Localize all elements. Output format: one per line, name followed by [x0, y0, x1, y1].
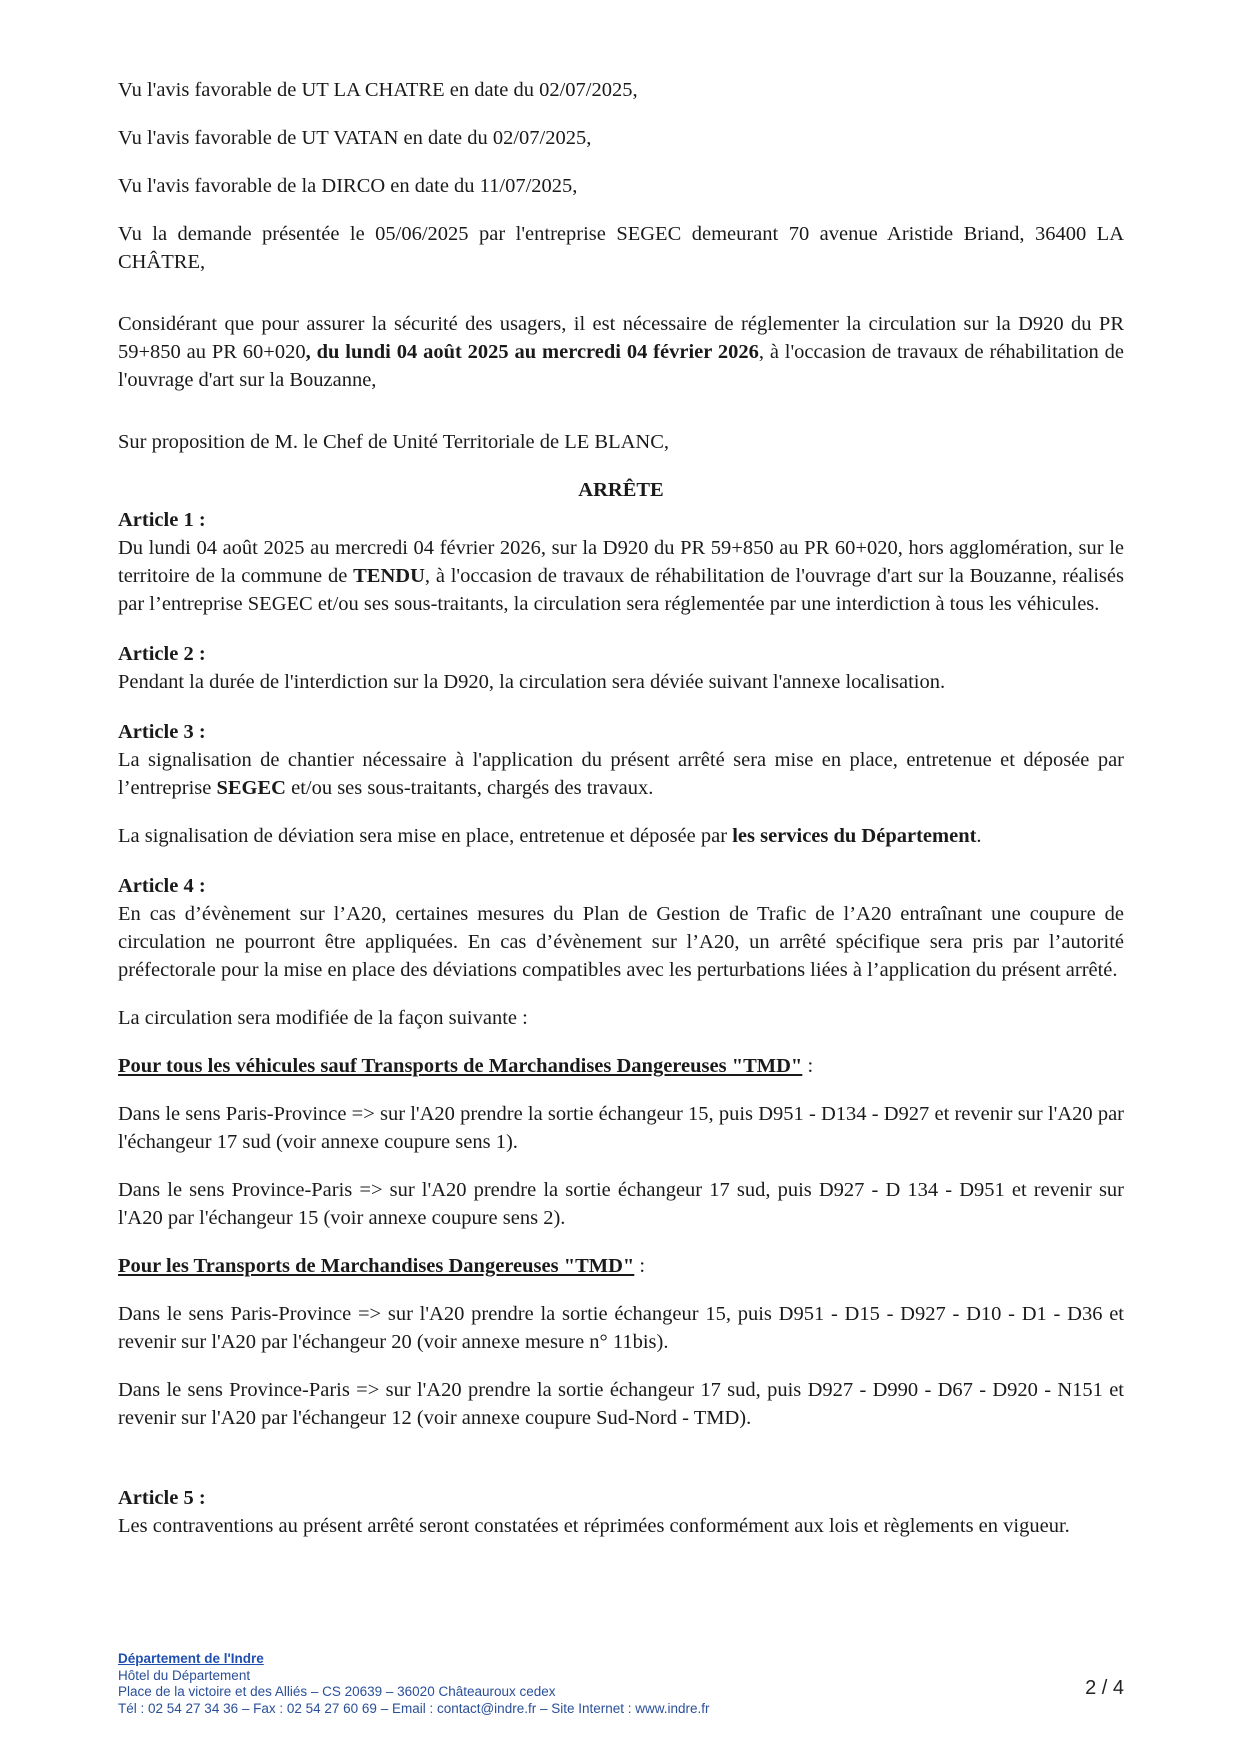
all-vehicles-heading: Pour tous les véhicules sauf Transports de Marchandises Dangereuses "TMD" : — [118, 1055, 814, 1077]
visa-ut-la-chatre: Vu l'avis favorable de UT LA CHATRE en date du 02/07/2025, — [118, 79, 638, 101]
article-1-heading: Article 1 : — [118, 509, 206, 531]
visa-dirco: Vu l'avis favorable de la DIRCO en date du 11/07/2025, — [118, 175, 578, 197]
article-4-heading: Article 4 : — [118, 875, 206, 897]
visa-ut-vatan: Vu l'avis favorable de UT VATAN en date du 02/07/2025, — [118, 127, 592, 149]
all-vehicles-province-paris: Dans le sens Province-Paris => sur l'A20 prendre la sortie échangeur 17 sud, puis D927 - D 134 - D951 et revenir sur l'A20 par l'échangeur 15 (voir annexe coupure sens 2). — [118, 1179, 1124, 1229]
company-name: SEGEC — [216, 777, 286, 799]
article-5-text: Les contraventions au présent arrêté seront constatées et réprimées conformément aux lois et règlements en vigueur. — [118, 1515, 1070, 1537]
footer-hotel: Hôtel du Département — [118, 1667, 251, 1683]
article-4-intro: La circulation sera modifiée de la façon suivante : — [118, 1007, 528, 1029]
footer-contact: Tél : 02 54 27 34 36 – Fax : 02 54 27 60 69 – Email : contact@indre.fr – Site Internet : www.indre.fr — [118, 1700, 710, 1716]
footer-department-link[interactable]: Département de l'Indre — [118, 1651, 264, 1666]
page-footer — [118, 1651, 1124, 1717]
all-vehicles-paris-province: Dans le sens Paris-Province => sur l'A20 prendre la sortie échangeur 15, puis D951 - D134 - D927 et revenir sur l'A20 par l'échangeur 17 sud (voir annexe coupure sens 1). — [118, 1103, 1124, 1153]
visa-demande: Vu la demande présentée le 05/06/2025 par l'entreprise SEGEC demeurant 70 avenue Aristide Briand, 36400 LA CHÂTRE, — [118, 223, 1124, 273]
tmd-province-paris: Dans le sens Province-Paris => sur l'A20 prendre la sortie échangeur 17 sud, puis D927 - D990 - D67 - D920 - N151 et revenir sur l'A20 par l'échangeur 12 (voir annexe coupure Sud-Nord - TMD). — [118, 1379, 1124, 1429]
article-4-text: En cas d’évènement sur l’A20, certaines mesures du Plan de Gestion de Trafic de l’A20 entraînant une coupure de circulation ne pourront être appliquées. En cas d’évènement sur l’A20, un arrêté spécifique sera pris par l’autorité préfectorale pour la mise en place des déviations compatibles avec les perturbations liées à l’application du présent arrêté. — [118, 903, 1124, 981]
tmd-paris-province: Dans le sens Paris-Province => sur l'A20 prendre la sortie échangeur 15, puis D951 - D15 - D927 - D10 - D1 - D36 et revenir sur l'A20 par l'échangeur 20 (voir annexe mesure n° 11bis). — [118, 1303, 1124, 1353]
document-body — [118, 76, 1124, 1540]
article-5-heading: Article 5 : — [118, 1487, 206, 1509]
article-3-deviation: La signalisation de déviation sera mise en place, entretenue et déposée par les services du Département. — [118, 825, 982, 847]
services-departement: les services du Département — [732, 825, 977, 847]
article-3-text: La signalisation de chantier nécessaire à l'application du présent arrêté sera mise en place, entretenue et déposée par l’entreprise SEGEC et/ou ses sous-traitants, chargés des travaux. — [118, 749, 1124, 799]
considerant-dates: , du lundi 04 août 2025 au mercredi 04 février 2026 — [305, 341, 759, 363]
article-1-text: Du lundi 04 août 2025 au mercredi 04 février 2026, sur la D920 du PR 59+850 au PR 60+020, hors agglomération, sur le territoire de la commune de TENDU, à l'occasion de travaux de réhabilitation de l'ouvrage d'art sur la Bouzanne, réalisés par l’entreprise SEGEC et/ou ses sous-traitants, la circulation sera réglementée par une interdiction à tous les véhicules. — [118, 537, 1124, 615]
footer-address: Place de la victoire et des Alliés – CS 20639 – 36020 Châteauroux cedex — [118, 1684, 556, 1699]
article-2-text: Pendant la durée de l'interdiction sur la D920, la circulation sera déviée suivant l'annexe localisation. — [118, 671, 946, 693]
article-2-heading: Article 2 : — [118, 643, 206, 665]
article-3-heading: Article 3 : — [118, 721, 206, 743]
arrete-title: ARRÊTE — [578, 479, 664, 501]
proposition: Sur proposition de M. le Chef de Unité Territoriale de LE BLANC, — [118, 431, 670, 453]
commune-name: TENDU — [353, 565, 425, 587]
page-number: 2 / 4 — [1085, 1677, 1124, 1699]
tmd-heading: Pour les Transports de Marchandises Dangereuses "TMD" : — [118, 1255, 646, 1277]
considerant-paragraph: Considérant que pour assurer la sécurité des usagers, il est nécessaire de réglementer la circulation sur la D920 du PR 59+850 au PR 60+020, du lundi 04 août 2025 au mercredi 04 février 2026, à l'occasion de travaux de réhabilitation de l'ouvrage d'art sur la Bouzanne, — [118, 313, 1125, 391]
